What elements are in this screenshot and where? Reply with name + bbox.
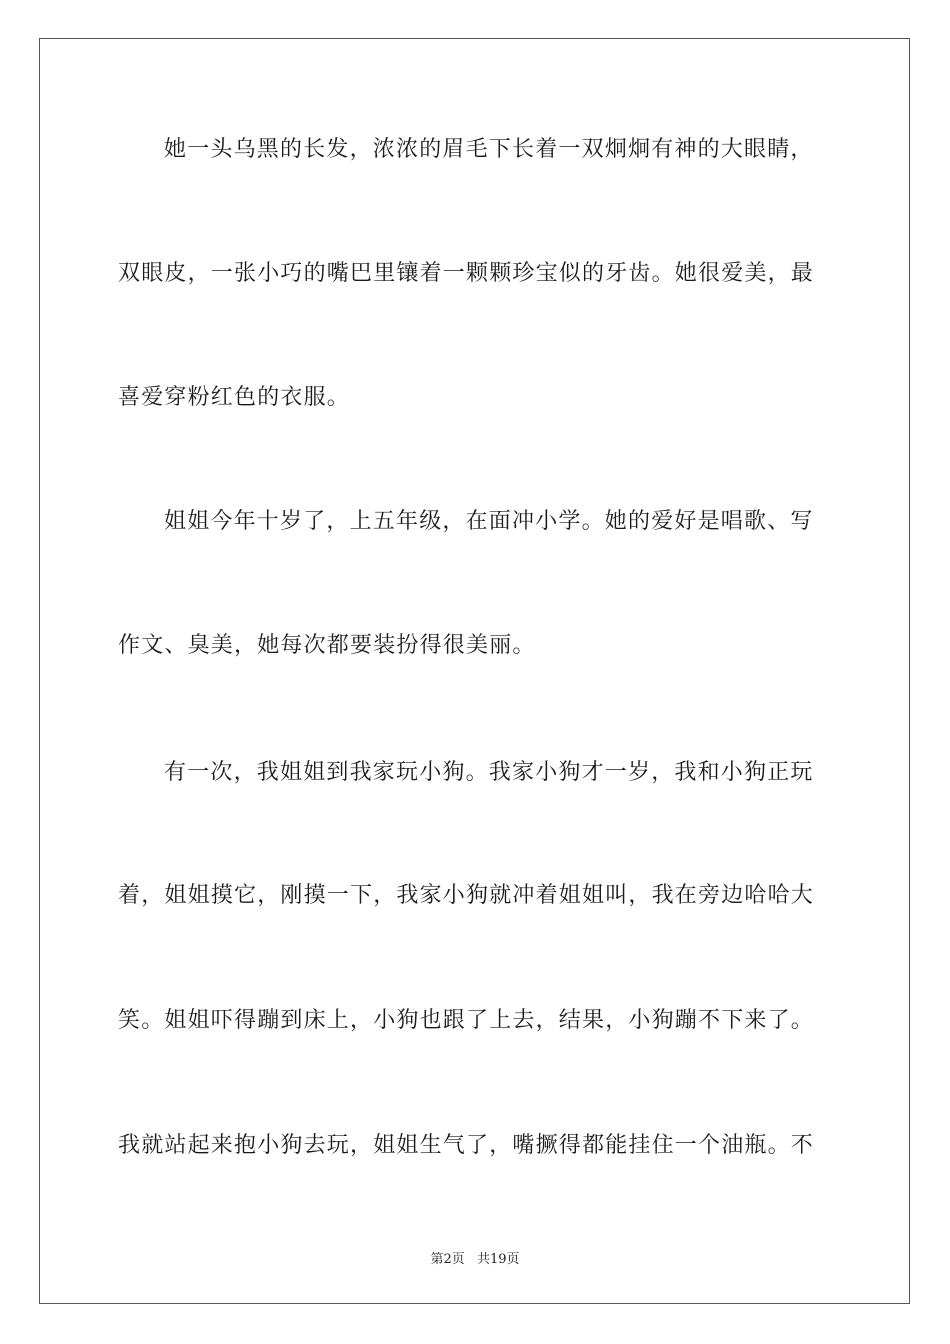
page-footer	[0, 1248, 950, 1267]
text-line: 姐姐今年十岁了，上五年级，在面冲小学。她的爱好是唱歌、写	[164, 509, 814, 534]
text-line: 笑。姐姐吓得蹦到床上，小狗也跟了上去，结果，小狗蹦不下来了。	[118, 1008, 815, 1033]
text-line: 着，姐姐摸它，刚摸一下，我家小狗就冲着姐姐叫，我在旁边哈哈大	[118, 883, 815, 908]
text-line: 喜爱穿粉红色的衣服。	[118, 385, 351, 410]
text-line: 有一次，我姐姐到我家玩小狗。我家小狗才一岁，我和小狗正玩	[164, 760, 814, 785]
text-line: 双眼皮，一张小巧的嘴巴里镶着一颗颗珍宝似的牙齿。她很爱美，最	[118, 261, 815, 286]
text-line: 作文、臭美，她每次都要装扮得很美丽。	[118, 633, 536, 658]
text-line: 她一头乌黑的长发，浓浓的眉毛下长着一双炯炯有神的大眼睛，	[164, 137, 814, 162]
page-number: 第2页	[430, 1252, 465, 1267]
page-border	[39, 38, 910, 1304]
text-line: 我就站起来抱小狗去玩，姐姐生气了，嘴撅得都能挂住一个油瓶。不	[118, 1133, 815, 1158]
page-total: 共19页	[476, 1252, 520, 1267]
